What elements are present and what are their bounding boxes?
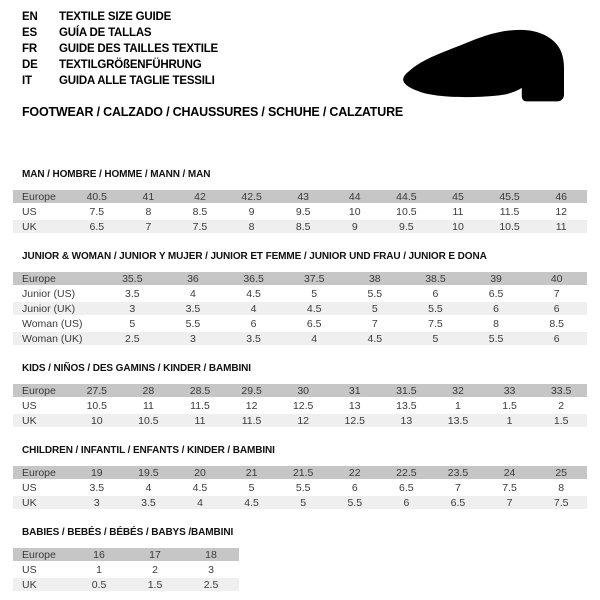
row-label: Europe (13, 190, 71, 203)
size-cell: 5.5 (466, 332, 527, 345)
size-table-man (13, 188, 587, 235)
size-cell: 5 (277, 496, 329, 509)
dress-shoe-icon (396, 14, 588, 110)
size-cell: 5.5 (329, 496, 381, 509)
size-cell: 22 (329, 466, 381, 479)
size-cell: 12.5 (292, 399, 314, 412)
size-cell: 6 (381, 496, 433, 509)
row-label: Europe (13, 384, 71, 397)
size-cell: 7.5 (174, 220, 226, 233)
size-cell: 38.5 (405, 272, 466, 285)
table-row (13, 563, 239, 576)
size-cell: 6.5 (399, 481, 414, 494)
row-label: UK (13, 578, 71, 591)
size-cell: 7 (553, 287, 560, 300)
table-row (13, 481, 587, 494)
size-cell: 4.5 (246, 287, 261, 300)
language-label: TEXTILGRÖßENFÜHRUNG (59, 59, 202, 71)
size-cell: 38 (345, 272, 406, 285)
size-cell: 44 (329, 190, 381, 203)
size-cell: 30 (277, 384, 329, 397)
language-code: DE (22, 59, 38, 71)
size-cell: 5 (248, 481, 255, 494)
row-label: UK (13, 414, 71, 427)
size-cell: 8 (493, 317, 499, 330)
size-cell: 23.5 (432, 466, 484, 479)
size-cell: 27.5 (71, 384, 123, 397)
table-row (13, 317, 587, 330)
size-cell: 6.5 (488, 287, 504, 300)
size-cell: 5.5 (185, 317, 201, 330)
size-cell: 36.5 (223, 272, 284, 285)
size-cell: 2 (558, 399, 565, 412)
size-cell: 1.5 (535, 414, 587, 427)
size-cell: 5 (129, 317, 136, 330)
size-cell: 6 (526, 332, 587, 345)
language-code: EN (22, 11, 38, 23)
row-label: US (22, 205, 37, 218)
table-row (13, 220, 587, 233)
size-cell: 10 (71, 414, 123, 427)
size-cell: 25 (535, 466, 587, 479)
table-row (13, 332, 587, 345)
size-cell: 6.5 (432, 496, 484, 509)
size-cell: 6 (432, 287, 439, 300)
size-table-babies (13, 546, 239, 593)
size-cell: 10.5 (484, 220, 536, 233)
size-cell: 42 (174, 190, 226, 203)
size-cell: 3 (71, 496, 123, 509)
size-cell: 6.5 (306, 317, 322, 330)
size-table-title-babies: BABIES / BEBÉS / BÉBÉS / BABYS /BAMBINI (22, 527, 234, 538)
size-cell: 8.5 (277, 220, 329, 233)
size-table-title-kids: KIDS / NIÑOS / DES GAMINS / KINDER / BAMBINI (22, 363, 251, 374)
size-table-title-man: MAN / HOMBRE / HOMME / MANN / MAN (22, 169, 211, 180)
size-cell: 16 (71, 548, 127, 561)
row-label: US (22, 481, 37, 494)
row-label: UK (13, 496, 71, 509)
size-cell: 1 (484, 414, 536, 427)
size-cell: 20 (174, 466, 226, 479)
table-row (13, 287, 587, 300)
size-table-title-children: CHILDREN / INFANTIL / ENFANTS / KINDER / BAMBINI (22, 445, 275, 456)
size-cell: 13 (348, 399, 361, 412)
size-cell: 36 (163, 272, 224, 285)
category-title: FOOTWEAR / CALZADO / CHAUSSURES / SCHUHE / CALZATURE (22, 105, 404, 119)
size-cell: 3 (102, 302, 163, 315)
size-cell: 6 (466, 302, 527, 315)
size-cell: 6.5 (71, 220, 123, 233)
size-cell: 7 (123, 220, 175, 233)
size-cell: 7.5 (428, 317, 443, 330)
size-cell: 46 (535, 190, 587, 203)
size-cell: 31 (329, 384, 381, 397)
size-cell: 31.5 (381, 384, 433, 397)
size-cell: 33.5 (535, 384, 587, 397)
size-cell: 3 (163, 332, 224, 345)
size-cell: 41 (123, 190, 175, 203)
size-cell: 3.5 (123, 496, 175, 509)
size-cell: 7 (455, 481, 461, 494)
size-cell: 4 (223, 302, 284, 315)
size-cell: 3.5 (125, 287, 140, 300)
table-row (13, 190, 587, 203)
size-cell: 21.5 (277, 466, 329, 479)
size-table-section-kids (13, 363, 587, 429)
table-row (13, 548, 239, 561)
size-tables (13, 169, 587, 593)
size-table-section-junior-woman (13, 251, 587, 347)
size-cell: 37.5 (284, 272, 345, 285)
table-row (13, 205, 587, 218)
size-cell: 19 (71, 466, 123, 479)
size-cell: 3.5 (223, 332, 284, 345)
size-cell: 8 (226, 220, 278, 233)
size-cell: 33 (484, 384, 536, 397)
size-cell: 11 (452, 205, 464, 218)
size-cell: 11 (535, 220, 587, 233)
size-cell: 4.5 (226, 496, 278, 509)
size-cell: 17 (127, 548, 183, 561)
row-label: US (22, 563, 37, 576)
size-cell: 21 (226, 466, 278, 479)
size-cell: 3 (208, 563, 214, 576)
size-cell: 9 (248, 205, 255, 218)
size-cell: 7.5 (89, 205, 105, 218)
row-label: Junior (UK) (13, 302, 102, 315)
size-cell: 45 (432, 190, 484, 203)
row-label: US (22, 399, 37, 412)
size-cell: 22.5 (381, 466, 433, 479)
size-cell: 13 (381, 414, 433, 427)
size-cell: 40.5 (71, 190, 123, 203)
size-cell: 4.5 (284, 302, 345, 315)
size-cell: 1 (96, 563, 102, 576)
size-cell: 12 (277, 414, 329, 427)
size-cell: 9 (329, 220, 381, 233)
size-cell: 4.5 (345, 332, 406, 345)
row-label: Junior (US) (22, 287, 76, 300)
size-cell: 8 (558, 481, 565, 494)
size-cell: 4.5 (192, 481, 208, 494)
size-cell: 18 (183, 548, 239, 561)
size-cell: 6 (526, 302, 587, 315)
size-cell: 44.5 (381, 190, 433, 203)
size-cell: 32 (432, 384, 484, 397)
row-label: Woman (UK) (13, 332, 102, 345)
size-cell: 39 (466, 272, 527, 285)
size-table-section-babies (13, 527, 587, 593)
table-row (13, 414, 587, 427)
size-cell: 9.5 (295, 205, 311, 218)
row-label: UK (13, 220, 71, 233)
size-cell: 29.5 (226, 384, 278, 397)
size-cell: 6 (250, 317, 257, 330)
row-label: Europe (13, 272, 102, 285)
size-table-title-junior-woman: JUNIOR & WOMAN / JUNIOR Y MUJER / JUNIOR ET FEMME / JUNIOR UND FRAU / JUNIOR E DONA (22, 251, 487, 262)
size-cell: 4 (190, 287, 196, 300)
size-cell: 1.5 (502, 399, 517, 412)
language-label: GUIDA ALLE TAGLIE TESSILI (59, 75, 215, 87)
size-cell: 7 (371, 317, 378, 330)
size-cell: 11.5 (499, 205, 520, 218)
table-row (13, 496, 587, 509)
size-cell: 10.5 (86, 399, 108, 412)
language-code: FR (22, 43, 37, 55)
size-cell: 5 (345, 302, 406, 315)
size-cell: 5 (311, 287, 318, 300)
size-cell: 12 (245, 399, 258, 412)
size-cell: 1 (455, 399, 461, 412)
size-cell: 19.5 (123, 466, 175, 479)
size-table-section-children (13, 445, 587, 511)
size-cell: 8 (145, 205, 152, 218)
size-cell: 2.5 (183, 578, 239, 591)
size-cell: 10 (348, 205, 361, 218)
language-code: IT (22, 75, 32, 87)
language-code: ES (22, 27, 37, 39)
row-label: Europe (13, 466, 71, 479)
size-cell: 3.5 (89, 481, 105, 494)
size-table-junior-woman (13, 270, 587, 347)
size-cell: 40 (526, 272, 587, 285)
size-cell: 42.5 (226, 190, 278, 203)
size-cell: 11.5 (226, 414, 278, 427)
size-cell: 12 (555, 205, 568, 218)
size-cell: 45.5 (484, 190, 536, 203)
size-cell: 8.5 (549, 317, 564, 330)
row-label: Woman (US) (22, 317, 83, 330)
size-cell: 7 (484, 496, 536, 509)
size-cell: 4 (284, 332, 345, 345)
size-cell: 1.5 (127, 578, 183, 591)
size-cell: 6 (351, 481, 358, 494)
size-cell: 35.5 (102, 272, 163, 285)
size-cell: 10.5 (396, 205, 417, 218)
size-cell: 0.5 (71, 578, 127, 591)
table-row (13, 384, 587, 397)
size-cell: 12.5 (329, 414, 381, 427)
size-cell: 5.5 (367, 287, 383, 300)
size-cell: 28 (123, 384, 175, 397)
size-cell: 13.5 (396, 399, 417, 412)
size-cell: 3.5 (163, 302, 224, 315)
size-table-section-man (13, 169, 587, 235)
table-row (13, 466, 587, 479)
size-cell: 5.5 (295, 481, 311, 494)
language-label: GUÍA DE TALLAS (59, 27, 152, 39)
size-cell: 24 (484, 466, 536, 479)
size-table-children (13, 464, 587, 511)
size-cell: 13.5 (432, 414, 484, 427)
size-cell: 8.5 (192, 205, 208, 218)
table-row (13, 399, 587, 412)
size-cell: 2.5 (102, 332, 163, 345)
size-cell: 4 (174, 496, 226, 509)
size-cell: 10.5 (123, 414, 175, 427)
table-row (13, 272, 587, 285)
size-cell: 5.5 (405, 302, 466, 315)
size-cell: 11 (142, 399, 154, 412)
size-cell: 7.5 (502, 481, 517, 494)
size-cell: 43 (277, 190, 329, 203)
row-label: Europe (13, 548, 71, 561)
size-cell: 2 (152, 563, 158, 576)
size-cell: 11 (174, 414, 226, 427)
size-cell: 7.5 (535, 496, 587, 509)
table-row (13, 578, 239, 591)
language-label: TEXTILE SIZE GUIDE (59, 11, 172, 23)
size-cell: 9.5 (381, 220, 433, 233)
size-cell: 11.5 (190, 399, 210, 412)
size-cell: 28.5 (174, 384, 226, 397)
size-table-kids (13, 382, 587, 429)
table-row (13, 302, 587, 315)
size-cell: 10 (432, 220, 484, 233)
size-cell: 4 (145, 481, 152, 494)
size-cell: 5 (405, 332, 466, 345)
language-label: GUIDE DES TAILLES TEXTILE (59, 43, 218, 55)
